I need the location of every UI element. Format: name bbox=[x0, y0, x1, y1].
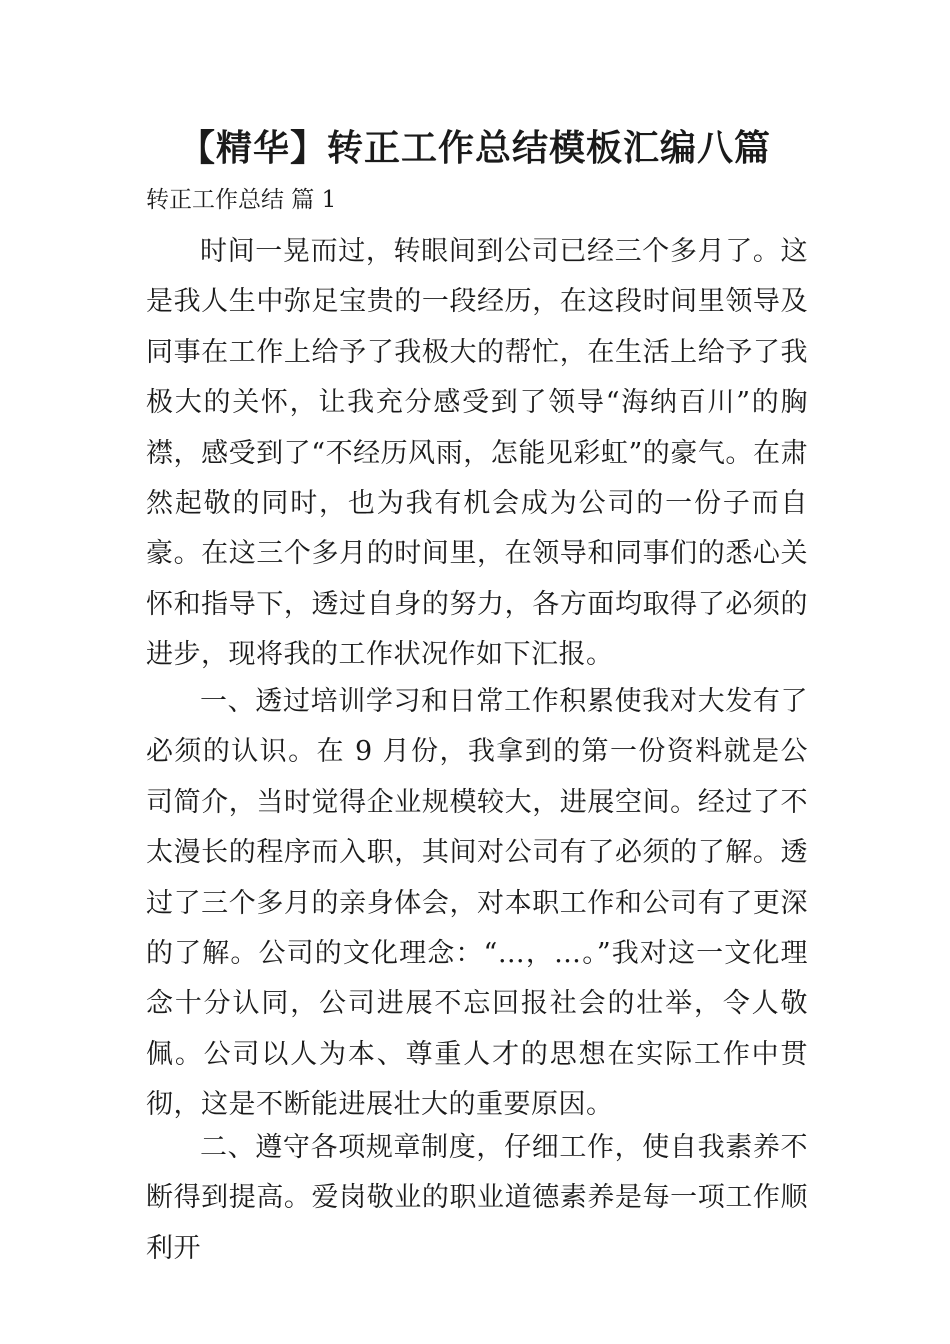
paragraph-item-one: 一、透过培训学习和日常工作积累使我对大发有了必须的认识。在 9 月份，我拿到的第一份资料就是公司简介，当时觉得企业规模较大，进展空间。经过了不太漫长的程序而入职，其间对公司有了必须的了解。透过了三个多月的亲身体会，对本职工作和公司有了更深的了解。公司的文化理念：“…，…。”我对这一文化理念十分认同，公司进展不忘回报社会的壮举，令人敬佩。公司以人为本、尊重人才的思想在实际工作中贯彻，这是不断能进展壮大的重要原因。 bbox=[146, 686, 808, 1121]
paragraph-intro: 时间一晃而过，转眼间到公司已经三个多月了。这是我人生中弥足宝贵的一段经历，在这段时间里领导及同事在工作上给予了我极大的帮忙，在生活上给予了我极大的关怀，让我充分感受到了领导“海纳百川”的胸襟，感受到了“不经历风雨，怎能见彩虹”的豪气。在肃然起敬的同时，也为我有机会成为公司的一份子而自豪。在这三个多月的时间里，在领导和同事们的悉心关怀和指导下，透过自身的努力，各方面均取得了必须的进步，现将我的工作状况作如下汇报。 bbox=[146, 236, 808, 671]
paragraph-item-two: 二、遵守各项规章制度，仔细工作，使自我素养不断得到提高。爱岗敬业的职业道德素养是每一项工作顺利开 bbox=[146, 1132, 808, 1264]
document-title: 【精华】转正工作总结模板汇编八篇 bbox=[178, 128, 771, 169]
section-heading: 转正工作总结 篇 1 bbox=[146, 187, 337, 213]
